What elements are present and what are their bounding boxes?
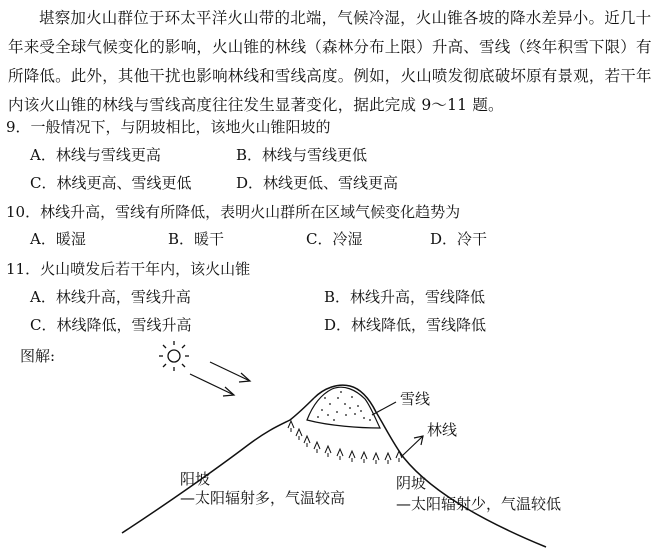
- diagram-title: 图解:: [20, 347, 56, 365]
- q10-option-a: A．暖湿: [30, 230, 86, 248]
- shady-slope-label: 阴坡: [396, 474, 427, 492]
- q11-option-b: B．林线升高，雪线降低: [324, 288, 486, 306]
- q9-option-c: C．林线更高、雪线更低: [30, 174, 192, 192]
- snowline-label: 雪线: [400, 390, 431, 408]
- q11-option-c: C．林线降低，雪线升高: [30, 316, 192, 334]
- passage-text: 堪察加火山群位于环太平洋火山带的北端，气候冷湿，火山锥各坡的降水差异小。近几十年来受全球气候变化的影响，火山锥的林线（森林分布上限）升高、雪线（终年积雪下限）有所降低。此外，其他干扰也影响林线和雪线高度。例如，火山喷发彻底破坏原有景观，若干年内该火山锥的林线与雪线高度往往发生显著变化，据此完成 9～11 题。: [8, 9, 652, 114]
- treeline-label: 林线: [427, 421, 458, 439]
- sunlight-arrow-icon: [190, 362, 250, 396]
- treeline-pointer: [402, 436, 423, 456]
- sunny-slope-label: 阳坡: [180, 470, 211, 488]
- sun-icon: [159, 341, 189, 371]
- question-10-stem: 10．林线升高，雪线有所降低，表明火山群所在区域气候变化趋势为: [6, 203, 461, 221]
- q10-option-b: B．暖干: [168, 230, 225, 248]
- q9-option-d: D．林线更低、雪线更高: [236, 174, 399, 192]
- question-9-stem: 9．一般情况下，与阴坡相比，该地火山锥阳坡的: [6, 118, 331, 136]
- shady-slope-note: —太阳辐射少，气温较低: [396, 495, 562, 513]
- q9-option-b: B．林线与雪线更低: [236, 146, 368, 164]
- snowline-pointer: [372, 402, 396, 415]
- question-11-stem: 11．火山喷发后若干年内，该火山锥: [6, 260, 251, 278]
- q11-option-d: D．林线降低，雪线降低: [324, 316, 487, 334]
- q9-option-a: A．林线与雪线更高: [30, 146, 161, 164]
- sunny-slope-note: —太阳辐射多，气温较高: [180, 489, 346, 507]
- q10-option-d: D．冷干: [430, 230, 488, 248]
- q10-option-c: C．冷湿: [306, 230, 363, 248]
- snow-cap: [307, 387, 380, 428]
- q11-option-a: A．林线升高，雪线升高: [30, 288, 191, 306]
